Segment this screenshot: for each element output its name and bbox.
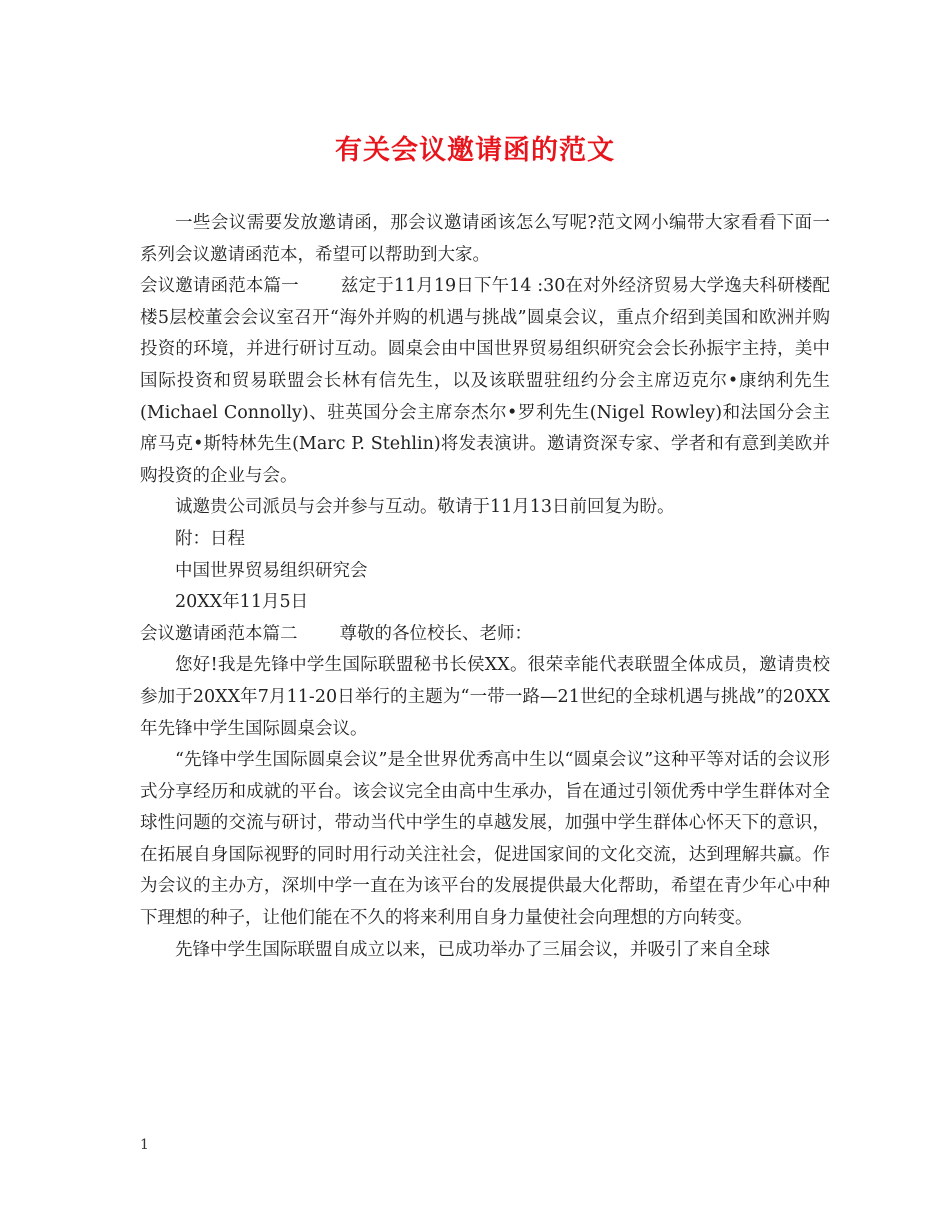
sample2-paragraph-1: 您好!我是先锋中学生国际联盟秘书长侯XX。很荣幸能代表联盟全体成员，邀请贵校参加于20XX年7月11-20日举行的主题为“一带一路—21世纪的全球机遇与挑战”的20XX年先锋中学生国际圆桌会议。 [140,655,830,739]
page-number: 1 [140,1137,149,1153]
page-title: 有关会议邀请函的范文 [335,135,615,166]
sample1-text: 兹定于11月19日下午14 :30在对外经济贸易大学逸夫科研楼配楼5层校董会会议室召开“海外并购的机遇与挑战”圆桌会议，重点介绍到美国和欧洲并购投资的环境，并进行研讨互动。圆桌会由中国世界贸易组织研究会会长孙振宇主持，美中国际投资和贸易联盟会长林有信先生，以及该联盟驻纽约分会主席迈克尔•康纳利先生(Michael Connolly)、驻英国分会主席奈杰尔•罗利先生(Nigel Rowley)和法国分会主席马克•斯特林先生(Marc P. Stehlin)将发表演讲。邀请资深专家、学者和有意到美欧并购投资的企业与会。 [140,276,831,486]
sample1-date: 20XX年11月5日 [175,592,309,613]
sample1-paragraph [140,271,830,492]
sample1-request: 诚邀贵公司派员与会并参与互动。敬请于11月13日前回复为盼。 [175,497,675,518]
intro-paragraph: 一些会议需要发放邀请函，那会议邀请函该怎么写呢?范文网小编带大家看看下面一系列会议邀请函范本，希望可以帮助到大家。 [140,213,830,265]
sample1-attachment: 附：日程 [175,528,245,549]
sample2-paragraph-2: “先锋中学生国际圆桌会议”是全世界优秀高中生以“圆桌会议”这种平等对话的会议形式分享经历和成就的平台。该会议完全由高中生承办，旨在通过引领优秀中学生群体对全球性问题的交流与研讨，带动当代中学生的卓越发展，加强中学生群体心怀天下的意识，在拓展自身国际视野的同时用行动关注社会，促进国家间的文化交流，达到理解共赢。作为会议的主办方，深圳中学一直在为该平台的发展提供最大化帮助，希望在青少年心中种下理想的种子，让他们能在不久的将来利用自身力量使社会向理想的方向转变。 [140,750,830,929]
sample1-organizer: 中国世界贸易组织研究会 [175,560,368,581]
sample2-paragraph-3: 先锋中学生国际联盟自成立以来，已成功举办了三届会议，并吸引了来自全球 [175,939,770,960]
sample1-heading: 会议邀请函范本篇一 [140,276,299,297]
document-body [140,208,830,966]
sample2-heading: 会议邀请函范本篇二 [140,623,298,644]
sample2-heading-line [140,619,830,651]
sample2-salutation: 尊敬的各位校长、老师： [339,623,532,644]
